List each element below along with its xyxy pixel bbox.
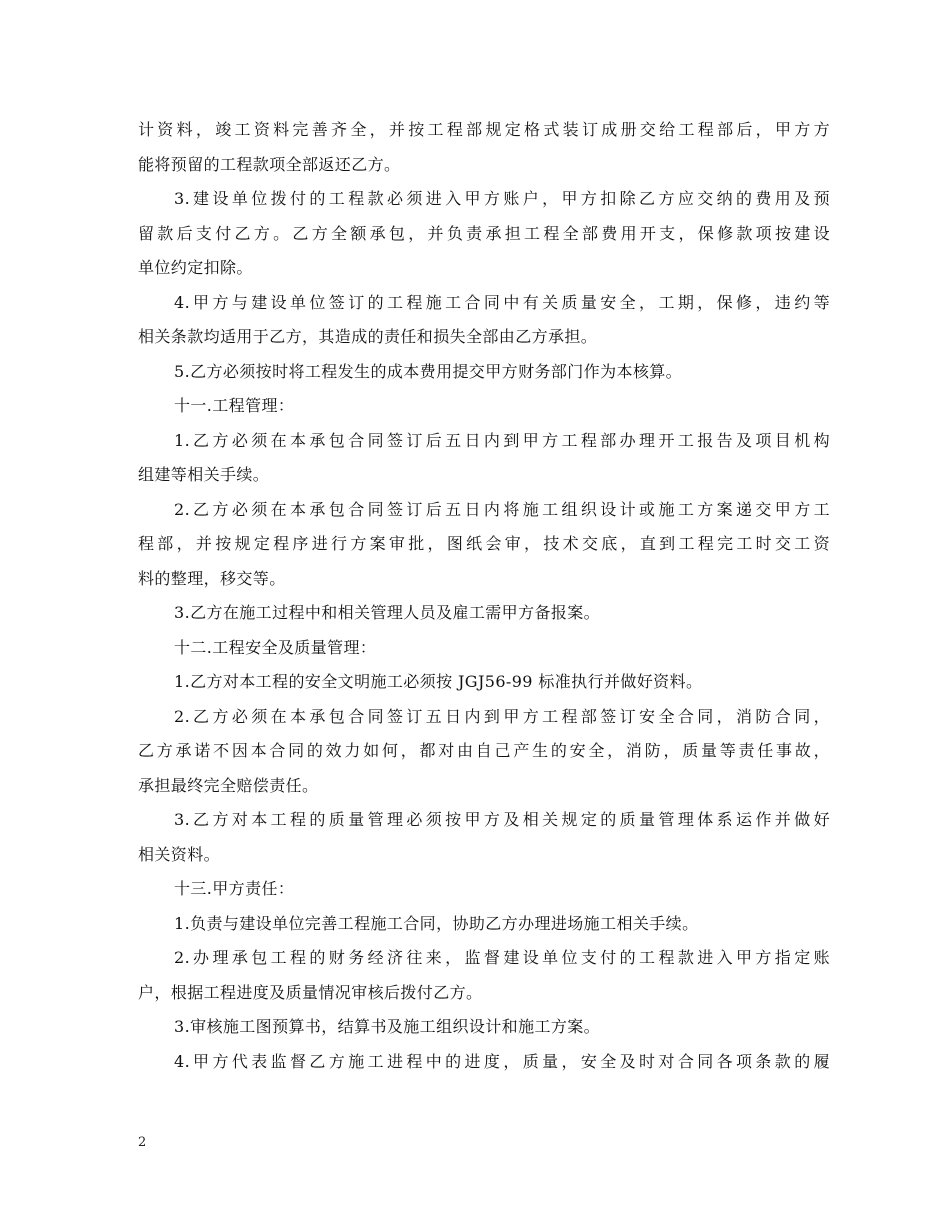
text-line: 2.办理承包工程的财务经济往来，监督建设单位支付的工程款进入甲方指定账 bbox=[174, 948, 830, 967]
text-line: 3.审核施工图预算书，结算书及施工组织设计和施工方案。 bbox=[174, 1017, 601, 1036]
text-line: 3.乙方在施工过程中和相关管理人员及雇工需甲方备报案。 bbox=[174, 603, 601, 622]
text-line: 程部，并按规定程序进行方案审批，图纸会审，技术交底，直到工程完工时交工资 bbox=[138, 534, 830, 553]
page-number: 2 bbox=[138, 1135, 147, 1150]
text-line: 1.乙方必须在本承包合同签订后五日内到甲方工程部办理开工报告及项目机构 bbox=[174, 430, 830, 450]
text-line: 乙方承诺不因本合同的效力如何，都对由自己产生的安全，消防，质量等责任事故， bbox=[138, 741, 830, 760]
text-line: 料的整理，移交等。 bbox=[138, 568, 286, 588]
text-line: 相关资料。 bbox=[138, 844, 221, 864]
section-heading: 十三.甲方责任： bbox=[174, 879, 295, 898]
text-line: 组建等相关手续。 bbox=[138, 465, 270, 484]
text-line: 5.乙方必须按时将工程发生的成本费用提交甲方财务部门作为本核算。 bbox=[174, 361, 683, 381]
text-line: 1.负责与建设单位完善工程施工合同，协助乙方办理进场施工相关手续。 bbox=[174, 913, 699, 933]
text-line: 计资料，竣工资料完善齐全，并按工程部规定格式装订成册交给工程部后，甲方方 bbox=[138, 120, 830, 139]
document-body bbox=[138, 113, 830, 1079]
text-line: 4.甲方代表监督乙方施工进程中的进度，质量，安全及时对合同各项条款的履 bbox=[174, 1051, 830, 1071]
text-line: 相关条款均适用于乙方，其造成的责任和损失全部由乙方承担。 bbox=[138, 327, 598, 346]
section-heading: 十一.工程管理： bbox=[174, 396, 295, 415]
text-line: 单位约定扣除。 bbox=[138, 258, 253, 277]
text-line: 2.乙方必须在本承包合同签订后五日内将施工组织设计或施工方案递交甲方工 bbox=[174, 499, 830, 519]
text-line: 能将预留的工程款项全部返还乙方。 bbox=[138, 154, 401, 174]
text-line: 2.乙方必须在本承包合同签订五日内到甲方工程部签订安全合同，消防合同， bbox=[174, 706, 830, 726]
text-line: 留款后支付乙方。乙方全额承包，并负责承担工程全部费用开支，保修款项按建设 bbox=[138, 223, 830, 243]
text-line: 承担最终完全赔偿责任。 bbox=[138, 775, 319, 795]
text-line: 户，根据工程进度及质量情况审核后拨付乙方。 bbox=[138, 982, 483, 1002]
text-line: 1.乙方对本工程的安全文明施工必须按 JGJ56-99 标准执行并做好资料。 bbox=[174, 672, 703, 691]
section-heading: 十二.工程安全及质量管理： bbox=[174, 637, 377, 657]
text-line: 3.建设单位拨付的工程款必须进入甲方账户，甲方扣除乙方应交纳的费用及预 bbox=[174, 189, 830, 208]
text-line: 4.甲方与建设单位签订的工程施工合同中有关质量安全，工期，保修，违约等 bbox=[174, 292, 830, 312]
text-line: 3.乙方对本工程的质量管理必须按甲方及相关规定的质量管理体系运作并做好 bbox=[174, 810, 830, 829]
